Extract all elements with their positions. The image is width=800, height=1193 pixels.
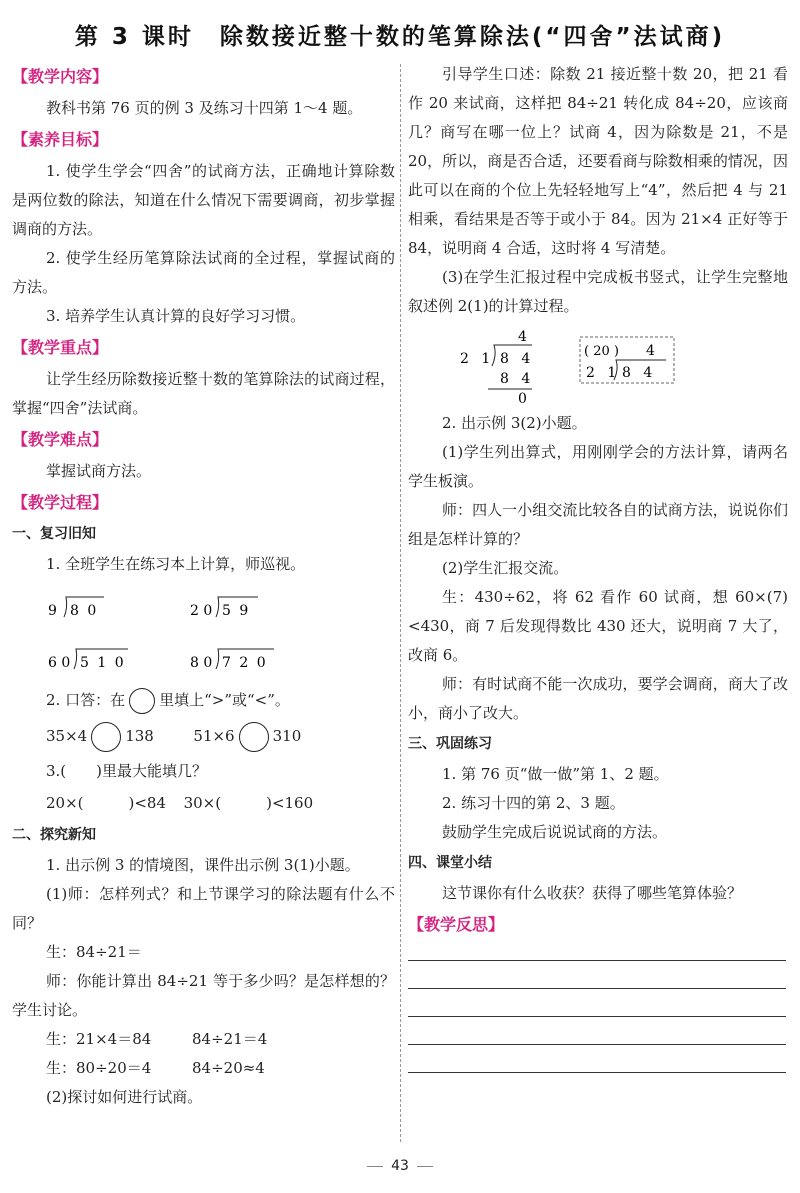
page-number-dash bbox=[367, 1166, 383, 1167]
practice-1: 1. 第 76 页“做一做”第 1、2 题。 bbox=[442, 765, 669, 783]
page-number-dash bbox=[417, 1166, 433, 1167]
key-point-text: 让学生经历除数接近整十数的笔算除法的试商过程，掌握“四舍”法试商。 bbox=[12, 370, 395, 417]
teacher-summary: 师：有时试商不能一次成功，要学会调商，商大了改小，商小了改大。 bbox=[408, 675, 788, 722]
comparison-2-right: 310 bbox=[272, 727, 302, 745]
content-text: 教科书第 76 页的例 3 及练习十四第 1～4 题。 bbox=[46, 99, 363, 117]
practice-note: 鼓励学生完成后说说试商的方法。 bbox=[442, 823, 668, 841]
long-division-84-21 bbox=[460, 329, 534, 405]
fill-2: 30×( )<160 bbox=[183, 794, 314, 812]
practice-2: 2. 练习十四的第 2、3 题。 bbox=[442, 794, 625, 812]
goal-1: 1. 使学生学会“四舍”的试商方法，正确地计算除数是两位数的除法，知道在什么情况下需要调商，初步掌握调商的方法。 bbox=[12, 162, 395, 238]
heading-process: 【教学过程】 bbox=[12, 493, 109, 512]
box-quotient: 4 bbox=[646, 343, 655, 359]
dividend: 7 2 0 bbox=[222, 655, 268, 671]
box-dividend: 8 4 bbox=[622, 365, 657, 381]
dividend: 8 0 bbox=[70, 603, 99, 619]
reflection-line[interactable] bbox=[408, 988, 786, 989]
goal-3: 3. 培养学生认真计算的良好学习习惯。 bbox=[46, 307, 306, 325]
left-column bbox=[12, 60, 395, 1112]
student-example: 生：430÷62，将 62 看作 60 试商，想 60×(7)<430，商 7 后发现得数比 430 还大，说明商 7 大了，改商 6。 bbox=[408, 588, 788, 664]
heading-difficulty: 【教学难点】 bbox=[12, 430, 109, 449]
comparison-1-right: 138 bbox=[125, 727, 154, 745]
explore-teacher: 师：你能计算出 84÷21 等于多少吗？是怎样想的？学生讨论。 bbox=[12, 972, 395, 1019]
section-review: 一、复习旧知 bbox=[12, 526, 96, 542]
review-task-1: 1. 全班学生在练习本上计算，师巡视。 bbox=[46, 555, 306, 573]
oral-answer-task bbox=[12, 683, 395, 717]
student-reply-2 bbox=[12, 1054, 395, 1083]
fill-1: 20×( )<84 bbox=[46, 794, 167, 812]
division-1 bbox=[48, 597, 104, 619]
page-number bbox=[0, 1158, 800, 1174]
section-practice: 三、巩固练习 bbox=[408, 736, 492, 752]
divisor: 8 0 bbox=[190, 655, 213, 671]
division-3 bbox=[48, 649, 128, 671]
reflection-lines bbox=[408, 942, 788, 1082]
box-divisor: 2 1 bbox=[586, 365, 621, 381]
dividend: 5 1 0 bbox=[80, 655, 126, 671]
heading-key-point: 【教学重点】 bbox=[12, 338, 109, 357]
right-column bbox=[408, 60, 788, 1082]
vertical-division-figure bbox=[408, 323, 788, 405]
fill-row bbox=[12, 787, 395, 819]
division-2 bbox=[190, 597, 258, 619]
comparison-1-left: 35×4 bbox=[46, 727, 88, 745]
explore-answer: 生：84÷21＝ bbox=[46, 943, 142, 961]
reflection-line[interactable] bbox=[408, 1072, 786, 1073]
blank-circle bbox=[129, 688, 155, 714]
oral-answer-prefix: 2. 口答：在 bbox=[46, 691, 126, 709]
reply-2b: 84÷20≈4 bbox=[192, 1059, 265, 1077]
section-explore: 二、探究新知 bbox=[12, 827, 96, 843]
heading-content: 【教学内容】 bbox=[12, 67, 109, 86]
difficulty-text: 掌握试商方法。 bbox=[46, 462, 152, 480]
divisor: 2 0 bbox=[190, 603, 213, 619]
page-number-value: 43 bbox=[391, 1158, 409, 1174]
dividend: 8 4 bbox=[500, 351, 535, 367]
oral-answer-suffix: 里填上“>”或“<”。 bbox=[159, 691, 290, 709]
explore-question: (1)师：怎样列式？和上节课学习的除法题有什么不同？ bbox=[12, 885, 395, 932]
comparison-2-circle[interactable] bbox=[239, 722, 269, 752]
heading-reflection: 【教学反思】 bbox=[408, 915, 505, 934]
heading-goals: 【素养目标】 bbox=[12, 130, 109, 149]
divisor: 6 0 bbox=[48, 655, 71, 671]
lesson-title: 第 3 课时 除数接近整十数的笔算除法(“四舍”法试商) bbox=[74, 24, 726, 50]
reply-2a: 生：80÷20＝4 bbox=[46, 1059, 152, 1077]
reflection-line[interactable] bbox=[408, 960, 786, 961]
goal-2: 2. 使学生经历笔算除法试商的全过程，掌握试商的方法。 bbox=[12, 249, 395, 296]
student-report: (2)学生汇报交流。 bbox=[442, 559, 569, 577]
column-divider bbox=[400, 64, 401, 1142]
explore-task-2: (2)探讨如何进行试商。 bbox=[46, 1088, 203, 1106]
reflection-line[interactable] bbox=[408, 1044, 786, 1045]
example-3-2: 2. 出示例 3(2)小题。 bbox=[442, 414, 587, 432]
division-4 bbox=[190, 649, 274, 671]
comparison-1-circle[interactable] bbox=[91, 722, 121, 752]
comparison-row bbox=[12, 717, 395, 755]
student-reply-1 bbox=[12, 1025, 395, 1054]
max-fill-task: 3.( )里最大能填几？ bbox=[46, 762, 208, 780]
divisor: 9 bbox=[48, 603, 57, 619]
division-exercises bbox=[12, 581, 395, 681]
hint-divisor: ( 20 ) bbox=[584, 344, 619, 359]
reply-1a: 生：21×4＝84 bbox=[46, 1030, 152, 1048]
student-board-work: (1)学生列出算式，用刚刚学会的方法计算，请两名学生板演。 bbox=[408, 443, 788, 490]
quotient: 4 bbox=[518, 329, 527, 345]
reply-1b: 84÷21＝4 bbox=[192, 1030, 268, 1048]
remainder: 0 bbox=[518, 391, 527, 405]
comparison-2-left: 51×6 bbox=[193, 727, 235, 745]
trial-quotient-box bbox=[580, 337, 674, 383]
guide-text: 引导学生口述：除数 21 接近整十数 20，把 21 看作 20 来试商，这样把 84÷21 转化成 84÷20，应该商几？商写在哪一位上？试商 4，因为除数是 21，不是 20，所以，商是否合适，还要看商与除数相乘的情况，因此可以在商的个位上先轻轻地写上“4”，然后把 4 与 21 相乘，看结果是否等于或小于 84。因为 21×4 正好等于 84，说明商 4 合适，这时将 4 写清楚。 bbox=[408, 65, 788, 257]
summary-question: 这节课你有什么收获？获得了哪些笔算体验？ bbox=[442, 884, 743, 902]
explore-task-1: 1. 出示例 3 的情境图，课件出示例 3(1)小题。 bbox=[46, 856, 360, 874]
product: 8 4 bbox=[500, 371, 535, 387]
board-instruction: (3)在学生汇报过程中完成板书竖式，让学生完整地叙述例 2(1)的计算过程。 bbox=[408, 268, 788, 315]
section-summary: 四、课堂小结 bbox=[408, 855, 492, 871]
reflection-line[interactable] bbox=[408, 1016, 786, 1017]
group-discussion: 师：四人一小组交流比较各自的试商方法，说说你们组是怎样计算的？ bbox=[408, 501, 788, 548]
dividend: 5 9 bbox=[222, 603, 251, 619]
divisor: 2 1 bbox=[460, 351, 495, 367]
